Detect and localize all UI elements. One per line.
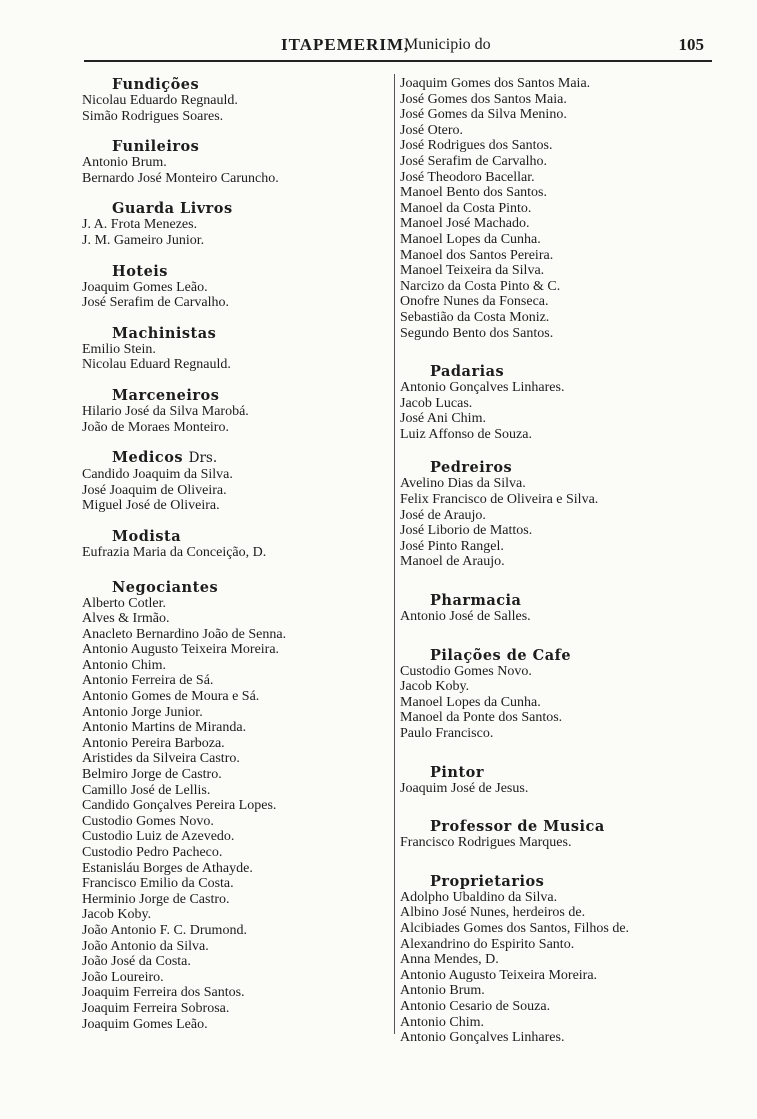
list-item: José Liborio de Mattos. xyxy=(400,523,533,539)
right-column xyxy=(400,76,710,1046)
list-item: Sebastião da Costa Moniz. xyxy=(400,309,550,325)
list-item: Francisco Emilio da Costa. xyxy=(82,876,234,892)
list-item: Joaquim Gomes Leão. xyxy=(82,1016,208,1032)
section-guarda-livros xyxy=(82,200,392,248)
list-item: Alexandrino do Espirito Santo. xyxy=(400,936,575,952)
entry-list xyxy=(82,280,392,311)
section-heading-title: Medicos xyxy=(112,449,184,467)
list-item: José Ani Chim. xyxy=(400,411,486,427)
entry-list xyxy=(82,155,392,186)
list-item: José Otero. xyxy=(400,122,463,138)
entry-list xyxy=(400,890,710,1046)
list-item: Antonio Pereira Barboza. xyxy=(82,735,225,751)
section-heading xyxy=(112,449,392,467)
list-item: Antonio Augusto Teixeira Moreira. xyxy=(400,967,598,983)
section-heading-suffix: Drs. xyxy=(188,450,218,467)
section-heading: Hoteis xyxy=(112,262,168,280)
section-pharmacia xyxy=(400,592,710,625)
left-column xyxy=(82,76,392,1032)
list-item: José Gomes da Silva Menino. xyxy=(400,107,567,123)
section-heading: Funileiros xyxy=(112,138,200,156)
section-pintor xyxy=(400,764,710,797)
section-heading: Pharmacia xyxy=(430,592,522,610)
list-item: Joaquim José de Jesus. xyxy=(400,780,529,796)
list-item: Manoel Bento dos Santos. xyxy=(400,185,547,201)
section-pilacoes-de-cafe xyxy=(400,647,710,742)
section-machinistas xyxy=(82,325,392,373)
list-item: Custodio Pedro Pacheco. xyxy=(82,845,223,860)
section-padarias xyxy=(400,363,710,442)
entry-list xyxy=(400,76,710,341)
list-item: Custodio Luiz de Azevedo. xyxy=(82,829,235,845)
list-item: Antonio Ferreira de Sá. xyxy=(82,673,214,689)
list-item: Hilario José da Silva Marobá. xyxy=(82,403,249,419)
list-item: Avelino Dias da Silva. xyxy=(400,476,526,492)
list-item: Alberto Cotler. xyxy=(82,595,166,611)
list-item: Anna Mendes, D. xyxy=(400,952,499,968)
page-header xyxy=(84,30,712,62)
list-item: Paulo Francisco. xyxy=(400,726,494,741)
entry-list xyxy=(82,404,392,435)
list-item: Jacob Koby. xyxy=(400,679,470,695)
list-item: Antonio Gomes de Moura e Sá. xyxy=(82,689,260,705)
list-item: José Pinto Rangel. xyxy=(400,538,504,554)
entry-list xyxy=(82,596,392,1033)
section-heading: Pintor xyxy=(430,763,484,781)
section-funileiros xyxy=(82,138,392,186)
entry-list xyxy=(400,476,710,570)
list-item: Herminio Jorge de Castro. xyxy=(82,891,230,907)
list-item: Manoel da Costa Pinto. xyxy=(400,200,532,216)
list-item: Jacob Lucas. xyxy=(400,395,473,411)
list-item: Joaquim Gomes dos Santos Maia. xyxy=(400,76,591,91)
list-item: Manoel de Araujo. xyxy=(400,554,505,570)
list-item: J. M. Gameiro Junior. xyxy=(82,232,205,248)
list-item: Miguel José de Oliveira. xyxy=(82,498,220,514)
list-item: Antonio Martins de Miranda. xyxy=(82,720,247,736)
header-city: ITAPEMERIM, xyxy=(281,35,410,54)
entry-list xyxy=(400,609,710,625)
list-item: Segundo Bento dos Santos. xyxy=(400,325,554,341)
list-item: Antonio Gonçalves Linhares. xyxy=(400,380,565,396)
list-item: Eufrazia Maria da Conceição, D. xyxy=(82,544,267,560)
entry-list xyxy=(400,380,710,442)
list-item: Bernardo José Monteiro Carunchо. xyxy=(82,170,279,186)
list-item: João Loureiro. xyxy=(82,969,164,985)
list-item: Anacleto Bernardino João de Senna. xyxy=(82,626,287,642)
section-fundicoes xyxy=(82,76,392,124)
list-item: Custodio Gomes Novo. xyxy=(400,663,532,679)
list-item: Onofre Nunes da Fonseca. xyxy=(400,294,549,310)
section-professor-de-musica xyxy=(400,818,710,851)
list-item: João Antonio da Silva. xyxy=(82,938,209,954)
list-item: João Antonio F. C. Drumond. xyxy=(82,922,247,938)
list-item: Belmiro Jorge de Castro. xyxy=(82,767,222,783)
list-item: Alcibiades Gomes dos Santos, Filhos de. xyxy=(400,920,630,936)
list-item: Antonio Gonçalves Linhares. xyxy=(400,1030,565,1046)
list-item: Antonio Chim. xyxy=(82,657,167,673)
list-item: Manoel Lopes da Cunha. xyxy=(400,694,541,710)
entry-list xyxy=(82,342,392,373)
list-item: Antonio Jorge Junior. xyxy=(82,704,203,720)
section-modista xyxy=(82,528,392,561)
list-item: José Joaquim de Oliveira. xyxy=(82,482,227,498)
entry-list xyxy=(82,545,392,561)
section-heading: Professor de Musica xyxy=(430,818,605,836)
list-item: Simão Rodrigues Soares. xyxy=(82,108,224,124)
section-heading: Machinistas xyxy=(112,324,217,342)
section-heading: Padarias xyxy=(430,363,505,381)
list-item: Joaquim Ferreira Sobrosa. xyxy=(82,1000,230,1016)
list-item: Aristides da Silveira Castro. xyxy=(82,751,240,767)
list-item: Joaquim Gomes Leão. xyxy=(82,279,208,295)
list-item: Narcizo da Costa Pinto & C. xyxy=(400,278,561,294)
list-item: Nicolau Eduardo Regnauld. xyxy=(82,93,238,108)
list-item: Antonio Augusto Teixeira Moreira. xyxy=(82,642,280,658)
list-item: Felix Francisco de Oliveira e Silva. xyxy=(400,492,599,508)
list-item: Jacob Koby. xyxy=(82,907,152,923)
list-item: Nicolau Eduard Regnauld. xyxy=(82,357,231,373)
list-item: Estanisláu Borges de Athayde. xyxy=(82,860,253,876)
entry-list xyxy=(82,467,392,514)
list-item: Luiz Affonso de Souza. xyxy=(400,426,532,442)
list-item: José Gomes dos Santos Maia. xyxy=(400,91,567,107)
page-number: 105 xyxy=(678,35,704,54)
column-divider xyxy=(394,74,395,1034)
list-item: Manoel José Machado. xyxy=(400,216,530,232)
list-item: Albino José Nunes, herdeiros de. xyxy=(400,905,586,921)
list-item: Antonio Brum. xyxy=(400,983,485,999)
list-item: Francisco Rodrigues Marques. xyxy=(400,835,572,851)
section-pedreiros xyxy=(400,459,710,570)
section-proprietarios xyxy=(400,873,710,1046)
section-negociantes-continued xyxy=(400,76,710,341)
section-heading: Fundições xyxy=(112,76,200,93)
list-item: J. A. Frota Menezes. xyxy=(82,217,198,233)
list-item: Manoel dos Santos Pereira. xyxy=(400,247,554,263)
section-heading: Guarda Livros xyxy=(112,200,233,218)
list-item: José de Araujo. xyxy=(400,507,486,523)
list-item: José Rodrigues dos Santos. xyxy=(400,138,553,154)
list-item: Antonio Cesario de Souza. xyxy=(400,998,551,1014)
entry-list xyxy=(82,217,392,248)
section-heading: Modista xyxy=(112,527,182,545)
list-item: Alves & Irmão. xyxy=(82,611,170,627)
list-item: Joaquim Ferreira dos Santos. xyxy=(82,985,245,1001)
list-item: Manoel da Ponte dos Santos. xyxy=(400,710,563,726)
section-hoteis xyxy=(82,263,392,311)
entry-list xyxy=(400,664,710,742)
list-item: José Serafim de Carvalho. xyxy=(400,153,547,169)
list-item: Camillo José de Lellis. xyxy=(82,782,211,798)
section-marceneiros xyxy=(82,387,392,435)
section-heading: Pedreiros xyxy=(430,459,513,477)
list-item: Adolpho Ubaldino da Silva. xyxy=(400,889,558,905)
section-negociantes xyxy=(82,579,392,1033)
list-item: Antonio José de Salles. xyxy=(400,609,531,625)
list-item: Manoel Teixeira da Silva. xyxy=(400,263,545,279)
list-item: João de Moraes Monteiro. xyxy=(82,419,229,435)
list-item: Antonio Brum. xyxy=(82,155,167,171)
entry-list xyxy=(400,835,710,851)
list-item: José Theodoro Bacellar. xyxy=(400,169,535,185)
list-item: José Serafim de Carvalho. xyxy=(82,295,229,311)
list-item: Candido Joaquim da Silva. xyxy=(82,467,233,483)
section-heading: Pilações de Cafe xyxy=(430,646,572,664)
section-heading: Negociantes xyxy=(112,578,219,596)
list-item: Candido Gonçalves Pereira Lopes. xyxy=(82,798,277,814)
list-item: Custodio Gomes Novo. xyxy=(82,813,214,829)
entry-list xyxy=(400,781,710,797)
section-heading: Proprietarios xyxy=(430,872,545,890)
list-item: João José da Costa. xyxy=(82,954,191,970)
entry-list xyxy=(82,93,392,124)
list-item: Emilio Stein. xyxy=(82,341,156,357)
list-item: Antonio Chim. xyxy=(400,1014,485,1030)
header-subtitle: Municipio do xyxy=(404,36,491,53)
section-medicos xyxy=(82,449,392,514)
section-heading: Marceneiros xyxy=(112,386,220,404)
list-item: Manoel Lopes da Cunha. xyxy=(400,231,541,247)
